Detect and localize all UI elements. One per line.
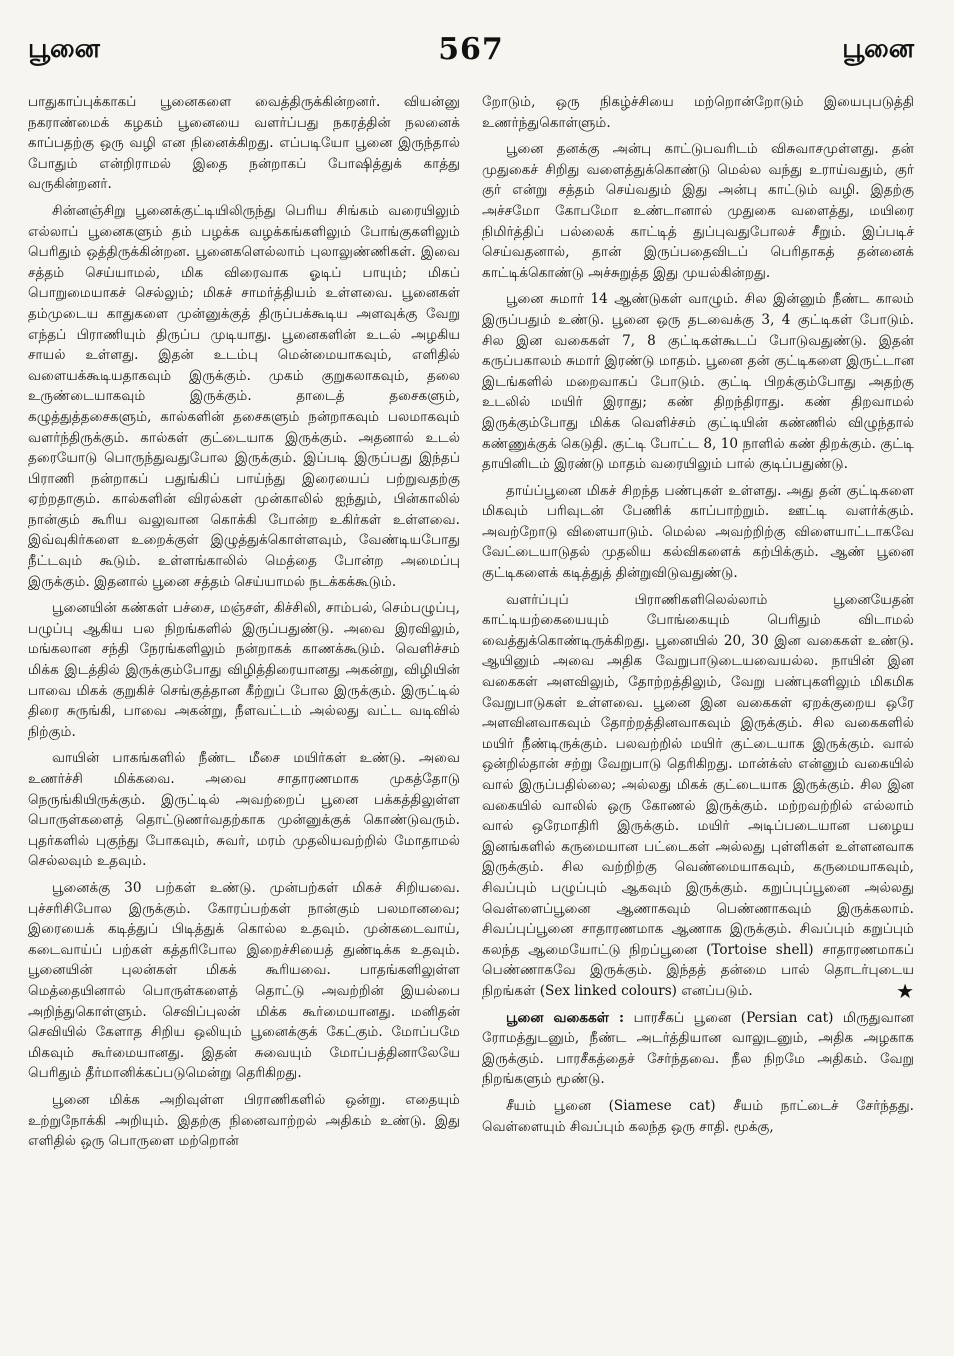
paragraph-text: மிருதுவான ரோமத்துடனும், நீண்ட அடர்த்தியான வாலுடனும், அதிக அழகாக இருக்கும். பாரசீகத்தைச் சேர்ந்தவை. நீல நிறமே அதிகம். வேறு நிறங்களும் மூண்டு. xyxy=(482,1009,914,1088)
paragraph: பூனையின் கண்கள் பச்சை, மஞ்சள், கிச்சிலி, சாம்பல், செம்பழுப்பு, பழுப்பு ஆகிய பல நிறங்களில் இருப்பதுண்டு. அவை இரவிலும், மங்கலான சந்தி நேரங்களிலும் நன்றாகக் காணக்கூடும். வெளிச்சம் மிக்க இடத்தில் இருக்கும்போது விழித்திரையானது அகன்று, விழியின் பாவை மிகக் குறுகிச் செங்குத்தான கீற்றுப் போல இருக்கும். இருட்டில் திரை சுருங்கி, பாவை அகன்று, நீளவட்டம் அல்லது வட்ட வடிவில் நிற்கும். xyxy=(28,600,460,740)
subheading: பூனை வகைகள் : xyxy=(506,1009,625,1026)
english-term: (Tortoise shell) xyxy=(706,941,814,958)
paragraph xyxy=(482,1008,914,1090)
page-header xyxy=(28,28,914,92)
paragraph: பூனைக்கு 30 பற்கள் உண்டு. முன்பற்கள் மிகச் சிறியவை. புச்சரிசிபோல இருக்கும். கோரப்பற்கள் நான்கும் பலமானவை; இரையைக் கடித்துப் பிடித்துக் கொல்ல உதவும். முன்கடைவாய், கடைவாய்ப் பற்கள் கத்தரிபோல இறைச்சியைத் துண்டிக்க உதவும். பூனையின் புலன்கள் மிகக் கூரியவை. பாதங்களிலுள்ள மெத்தையினால் பொருள்களைத் தொட்டு அவற்றின் இயல்பை அறிந்துகொள்ளும். செவிப்புலன் மிக்க கூர்மையானது. மனிதன் செவியில் கேளாத சிறிய ஒலியும் பூனைக்குக் கேட்கும். மோப்பமே மிகவும் கூர்மையானது. இதன் சுவையும் மோப்பத்தினாலேயே பெரிதும் தீர்மானிக்கப்படுமென்று தெரிகிறது. xyxy=(28,879,460,1082)
paragraph-text: சீயம் நாட்டைச் சேர்ந்தது. வெள்ளையும் சிவப்பும் கலந்த ஒரு சாதி. மூக்கு, xyxy=(482,1097,914,1135)
paragraph xyxy=(482,1096,914,1137)
running-head-right: பூனை xyxy=(842,34,914,64)
paragraph xyxy=(482,590,914,1002)
paragraph-text: பாரசீகப் பூனை xyxy=(633,1009,732,1026)
paragraph-text: வளர்ப்புப் பிராணிகளிலெல்லாம் பூனையேதன் காட்டியற்கையையும் போங்கையும் பெரிதும் விடாமல் வைத்துக்கொண்டிருக்கிறது. பூனையில் 20, 30 இன வகைகள் உண்டு. ஆயினும் அவை அதிக வேறுபாடுடையவையல்ல. நாயின் இன வகைகள் அளவிலும், தோற்றத்திலும், வேறு பண்புகளிலும் மிகமிக வேறுபாடுகள் உள்ளவை. பூனை இன வகைகள் ஏறக்குறைய ஒரே அளவினவாகவும் தோற்றத்தினவாகவும் இருக்கும். சில வகைகளில் மயிர் நீண்டிருக்கும். பலவற்றில் மயிர் குட்டையாக இருக்கும். வால் ஒன்றில்தான் சற்று வேறுபாடு தெரிகிறது. மான்க்ஸ் என்னும் வகையில் வால் இருப்பதில்லை; அல்லது மிகக் குட்டையாக இருக்கும். சில இன வகையில் வாலில் ஒரு கோணல் இருக்கும். மற்றவற்றில் எல்லாம் வால் ஒரேமாதிரி இருக்கும். மயிர் அடிப்படையான பழைய இனங்களில் கருமையான பட்டைகள் அல்லது புள்ளிகள் உள்ளனவாக இருக்கும். சில வற்றிற்கு வெண்மையாகவும், கருமையாகவும், சிவப்பும் பழுப்பும் ஆகவும் இருக்கும். கறுப்புப்பூனை அல்லது வெள்ளைப்பூனை ஆணாகவும் பெண்ணாகவும் இருக்கலாம். சிவப்புப்பூனை சாதாரணமாக ஆணாக இருக்கும். சிவப்பும் கறுப்பும் கலந்த ஆமையோட்டு நிறப்பூனை xyxy=(482,591,914,958)
right-column xyxy=(482,92,914,1158)
paragraph: பாதுகாப்புக்காகப் பூனைகளை வைத்திருக்கின்றனர். வியன்னு நகராண்மைக் கழகம் பூனையை வளர்ப்பது நகரத்தின் நலனைக் காப்பதற்கு ஒரு வழி என நினைக்கிறது. எப்படியோ பூனை இருந்தால் போதும் என்றிராமல் இதை நன்றாகப் போஷித்துக் காத்து வருகின்றனர். xyxy=(28,94,460,193)
paragraph: தாய்ப்பூனை மிகச் சிறந்த பண்புகள் உள்ளது. அது தன் குட்டிகளை மிகவும் பரிவுடன் பேணிக் காப்பாற்றும். ஊட்டி வளர்க்கும். அவற்றோடு விளையாடும். மெல்ல அவற்றிற்கு விளையாட்டாகவே வேட்டையாடுதல் முதலிய கல்விகளைக் கற்பிக்கும். ஆண் பூனை குட்டிகளைக் கடித்துத் தின்றுவிடுவதுண்டு. xyxy=(482,482,914,582)
paragraph-text: எனப்படும். xyxy=(681,982,753,999)
page-number: 567 xyxy=(438,32,504,67)
paragraph: சின்னஞ்சிறு பூனைக்குட்டியிலிருந்து பெரிய சிங்கம் வரையிலும் எல்லாப் பூனைகளும் தம் பழக்க வழக்கங்களிலும் போங்குகளிலும் பெரிதும் ஒத்திருக்கின்றன. பூனைகளெல்லாம் புலாலுண்ணிகள். இவை சத்தம் செய்யாமல், மிக விரைவாக ஓடிப் பாயும்; மிகப் பொறுமையாகச் செல்லும்; மிகச் சாமர்த்தியம் உள்ளவை. பூனைகள் தம்முடைய காதுகளை முன்னுக்குத் திருப்பக்கூடிய அளவுக்கு வேறு எந்தப் பிராணியும் திருப்ப முடியாது. பூனைகளின் உடல் அழகிய சாயல் உள்ளது. இதன் உடம்பு மென்மையாகவும், எளிதில் வளையக்கூடியதாகவும் இருக்கும். முகம் குறுகலாகவும், தலை உருண்டையாகவும் இருக்கும். தாடைத் தசைகளும், கழுத்துத்தசைகளும், கால்களின் தசைகளும் நன்றாகவும் பலமாகவும் வளர்ந்திருக்கும். கால்கள் குட்டையாக இருக்கும். அதனால் உடல் தரையோடு பொருந்துவதுபோல இருக்கும். இப்படி இருப்பது இந்தப் பிராணி நன்றாகப் பதுங்கிப் பாய்ந்து இரையைப் பற்றுவதற்கு ஏற்றதாகும். கால்களின் விரல்கள் முன்காலில் ஐந்தும், பின்காலில் நான்கும் கூரிய வலுவான கொக்கி போன்ற உகிர்கள் உள்ளவை. இவ்வுகிர்களை உறைக்குள் இழுத்துக்கொள்ளவும், வேண்டியபோது நீட்டவும் கூடும். உள்ளங்காலில் மெத்தை போன்ற அமைப்பு இருக்கும். இதனால் பூனை சத்தம் செய்யாமல் நடக்கக்கூடும். xyxy=(28,202,460,590)
paragraph: றோடும், ஒரு நிகழ்ச்சியை மற்றொன்றோடும் இயைபுபடுத்தி உணர்ந்துகொள்ளும். xyxy=(482,94,914,131)
running-head-left: பூனை xyxy=(28,34,100,64)
english-term: (Sex linked colours) xyxy=(539,982,677,999)
paragraph: பூனை மிக்க அறிவுள்ள பிராணிகளில் ஒன்று. எதையும் உற்றுநோக்கி அறியும். இதற்கு நினைவாற்றல் அதிகம் உண்டு. இது எளிதில் ஒரு பொருளை மற்றொன் xyxy=(28,1091,460,1150)
paragraph: பூனை தனக்கு அன்பு காட்டுபவரிடம் விசுவாசமுள்ளது. தன் முதுகைச் சிறிது வளைத்துக்கொண்டு மெல்ல வந்து உராய்வதும், குர் குர் என்று சத்தம் செய்வதும் இது அன்பு காட்டும் வழி. இதற்கு அச்சமோ கோபமோ உண்டானால் முதுகை வளைத்து, மயிரை நிமிர்த்திப் பல்லைக் காட்டித் துப்புவதுபோலச் சீறும். இப்படிச் செய்வதனால், தான் இருப்பதைவிடப் பெரிதாகத் தன்னைக் காட்டிக்கொண்டு அச்சுறுத்த இது முயல்கின்றது. xyxy=(482,141,914,281)
section-end-star-icon: ★ xyxy=(896,978,914,1003)
paragraph-text: சீயம் பூனை xyxy=(506,1097,592,1114)
english-term: (Siamese cat) xyxy=(608,1097,716,1114)
text-columns xyxy=(28,92,914,1158)
paragraph: வாயின் பாகங்களில் நீண்ட மீசை மயிர்கள் உண்டு. அவை உணர்ச்சி மிக்கவை. அவை சாதாரணமாக முகத்தோடு நெருங்கியிருக்கும். இருட்டில் அவற்றைப் பூனை பக்கத்திலுள்ள பொருள்களைத் தொட்டுணர்வதற்காக முன்னுக்குக் கொண்டுவரும். புதர்களில் புகுந்து போகவும், சுவர், மரம் முதலியவற்றில் மோதாமல் செல்லவும் உதவும். xyxy=(28,750,460,870)
english-term: (Persian cat) xyxy=(740,1009,834,1026)
paragraph: பூனை சுமார் 14 ஆண்டுகள் வாழும். சில இன்னும் நீண்ட காலம் இருப்பதும் உண்டு. பூனை ஒரு தடவைக்கு 3, 4 குட்டிகள் போடும். சில இன வகைகள் 7, 8 குட்டிகள்கூடப் போடுவதுண்டு. இதன் கருப்பகாலம் சுமார் இரண்டு மாதம். பூனை தன் குட்டிகளை இருட்டான இடங்களில் மறைவாகப் போடும். குட்டி பிறக்கும்போது அதற்கு உடலில் மயிர் இராது; கண் திறந்திராது. கண் திறவாமல் இருக்கும்போது மிக்க வெளிச்சம் குட்டியின் கண்ணில் விழுந்தால் கண்ணுக்குக் கெடுதி. குட்டி போட்ட 8, 10 நாளில் கண் திறக்கும். குட்டி தாயினிடம் இரண்டு மாதம் வரையிலும் பால் குடிப்பதுண்டு. xyxy=(482,291,914,473)
left-column xyxy=(28,92,460,1158)
paragraph-text: சாதாரணமாகப் பெண்ணாகவே இருக்கும். இந்தத் தன்மை பால் தொடர்புடைய நிறங்கள் xyxy=(482,941,914,999)
